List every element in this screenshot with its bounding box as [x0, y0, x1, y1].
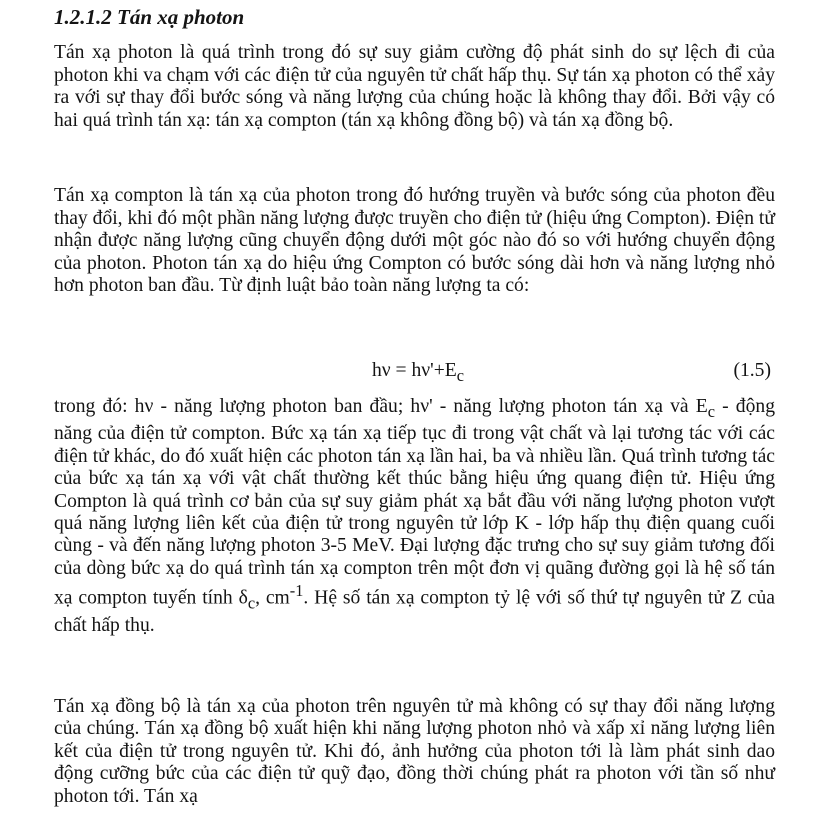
p3-subscript-e: c — [707, 401, 715, 421]
equation-subscript: c — [456, 365, 464, 385]
equation-expression — [372, 358, 464, 389]
p3-text-b: - động năng của điện tử compton. Bức xạ tán xạ tiếp tục đi trong vật chất và lại tương tác với các điện tử khác, do đó xuất hiện các photon tán xạ lần hai, ba và nhiều lần. Quá trình tương tác của bức xạ tán xạ với vật chất thường kết thúc bằng hiệu ứng quang điện tử. Hiệu ứng Compton là quá trình cơ bản của sự suy giảm phát xạ bắt đầu với năng lượng photon vượt quá năng lượng liên kết của điện tử trong nguyên tử lớp K - lớp hấp thụ điện quang cuối cùng - và đến năng lượng photon 3-5 MeV. Đại lượng đặc trưng cho sự suy giảm tương đối của dòng bức xạ do quá trình tán xạ compton trên một đơn vị quãng đường gọi là hệ số tán xạ compton tuyến tính δ — [54, 396, 775, 609]
section-heading: 1.2.1.2 Tán xạ photon — [54, 5, 245, 29]
p3-superscript: -1 — [289, 581, 304, 601]
p3-text-c: , cm — [255, 587, 290, 609]
paragraph-photon-scattering: Tán xạ photon là quá trình trong đó sự suy giảm cường độ phát sinh do sự lệch đi của photon khi va chạm với các điện tử của nguyên tử chất hấp thụ. Sự tán xạ photon có thể xảy ra với sự thay đổi bước sóng và năng lượng của chúng hoặc là không thay đổi. Bởi vậy có hai quá trình tán xạ: tán xạ compton (tán xạ không đồng bộ) và tán xạ đồng bộ. — [54, 42, 775, 131]
equation-number: (1.5) — [733, 360, 771, 381]
p3-text-a: trong đó: hν - năng lượng photon ban đầu; hν' - năng lượng photon tán xạ và E — [54, 396, 708, 417]
equation-1-5 — [54, 358, 775, 384]
paragraph-compton-details — [54, 396, 775, 637]
p3-subscript-delta: c — [247, 593, 256, 613]
equation-lhs: hν = hν'+E — [372, 360, 457, 381]
paragraph-compton-scattering: Tán xạ compton là tán xạ của photon trong đó hướng truyền và bước sóng của photon đều thay đổi, khi đó một phần năng lượng được truyền cho điện tử (hiệu ứng Compton). Điện tử nhận được năng lượng cũng chuyển động dưới một góc nào đó so với hướng chuyển động của photon. Photon tán xạ do hiệu ứng Compton có bước sóng dài hơn và năng lượng nhỏ hơn photon ban đầu. Từ định luật bảo toàn năng lượng ta có: — [54, 185, 775, 297]
p3-text-d: . Hệ số tán xạ compton tỷ lệ với số thứ tự nguyên tử Z của chất hấp thụ. — [54, 587, 775, 636]
paragraph-coherent-scattering: Tán xạ đồng bộ là tán xạ của photon trên nguyên tử mà không có sự thay đổi năng lượng của chúng. Tán xạ đồng bộ xuất hiện khi năng lượng photon nhỏ và xấp xỉ năng lượng liên kết của điện tử trong nguyên tử. Khi đó, ảnh hưởng của photon tới là làm phát sinh dao động cưỡng bức của các điện tử quỹ đạo, đồng thời chúng phát ra photon với tần số như photon tới. Tán xạ — [54, 696, 775, 807]
